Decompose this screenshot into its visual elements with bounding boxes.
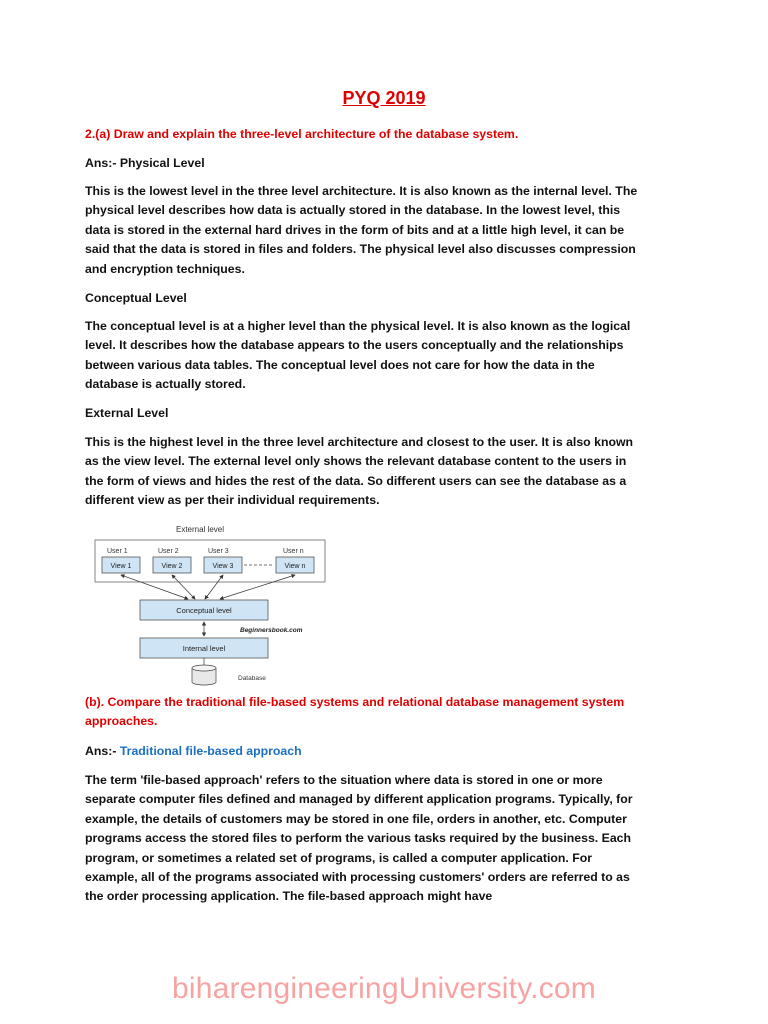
arrow-view1-conceptual (121, 575, 188, 599)
conceptual-heading: Conceptual Level (85, 291, 187, 305)
ans2-label: Ans:- (85, 744, 117, 758)
file-based-paragraph: The term 'file-based approach' refers to the situation where data is stored in one or more separate computer files defined and managed by different application programs. Typically, for example, the details of customers may be stored in one file, orders in another, etc. Computer programs access the stored files to perform the various tasks required by the business. Each program, or sometimes a related set of programs, is called a computer application. For example, all of the programs associated with processing customers' orders are referred to as the order processing application. The file-based approach might have (85, 773, 633, 904)
question-2b: (b). Compare the traditional file-based systems and relational database management system approaches. (85, 695, 625, 729)
view-2-label: View 2 (161, 563, 183, 570)
external-paragraph: This is the highest level in the three level architecture and closest to the user. It is also known as the view level. The external level only shows the relevant database content to the users in the form of views and hides the rest of the data. So different users can see the database as a different view as per their individual requirements. (85, 435, 634, 508)
ans-label: Ans:- (85, 156, 117, 170)
database-cylinder-icon (192, 665, 216, 685)
view-1-label: View 1 (110, 563, 132, 570)
question-2a: 2.(a) Draw and explain the three-level architecture of the database system. (85, 127, 519, 141)
external-level-label: External level (175, 525, 225, 534)
external-heading: External Level (85, 406, 169, 420)
arrow-viewn-conceptual (220, 575, 295, 599)
arrow-view2-conceptual (172, 575, 195, 599)
page-title: PYQ 2019 (342, 88, 426, 108)
physical-heading: Physical Level (119, 156, 205, 170)
footer-watermark: biharengineeringUniversity.com (172, 972, 596, 1005)
internal-level-label: Internal level (182, 644, 226, 653)
user-2-label: User 2 (158, 548, 179, 555)
conceptual-level-label: Conceptual level (176, 606, 232, 615)
file-based-heading: Traditional file-based approach (119, 744, 302, 758)
arrow-view3-conceptual (205, 575, 223, 599)
three-level-architecture-diagram (80, 522, 340, 690)
user-1-label: User 1 (107, 548, 128, 555)
view-3-label: View 3 (212, 563, 234, 570)
diagram-watermark: Beginnersbook.com (240, 627, 303, 634)
database-label: Database (238, 675, 266, 682)
answer-physical-heading (85, 154, 645, 173)
user-n-label: User n (283, 548, 304, 555)
answer-file-based-heading (85, 742, 645, 761)
physical-paragraph: This is the lowest level in the three level architecture. It is also known as the internal level. The physical level describes how data is actually stored in the database. In the lowest level, this data is stored in the external hard drives in the form of bits and at a little high level, it can be said that the data is stored in files and folders. The physical level also discusses compression and encryption techniques. (85, 184, 638, 276)
user-3-label: User 3 (208, 548, 229, 555)
view-n-label: View n (284, 563, 306, 570)
conceptual-paragraph: The conceptual level is at a higher level than the physical level. It is also known as the logical level. It describes how the database appears to the users conceptually and the relationships between various data tables. The conceptual level does not care for how the data in the database is actually stored. (85, 319, 631, 392)
